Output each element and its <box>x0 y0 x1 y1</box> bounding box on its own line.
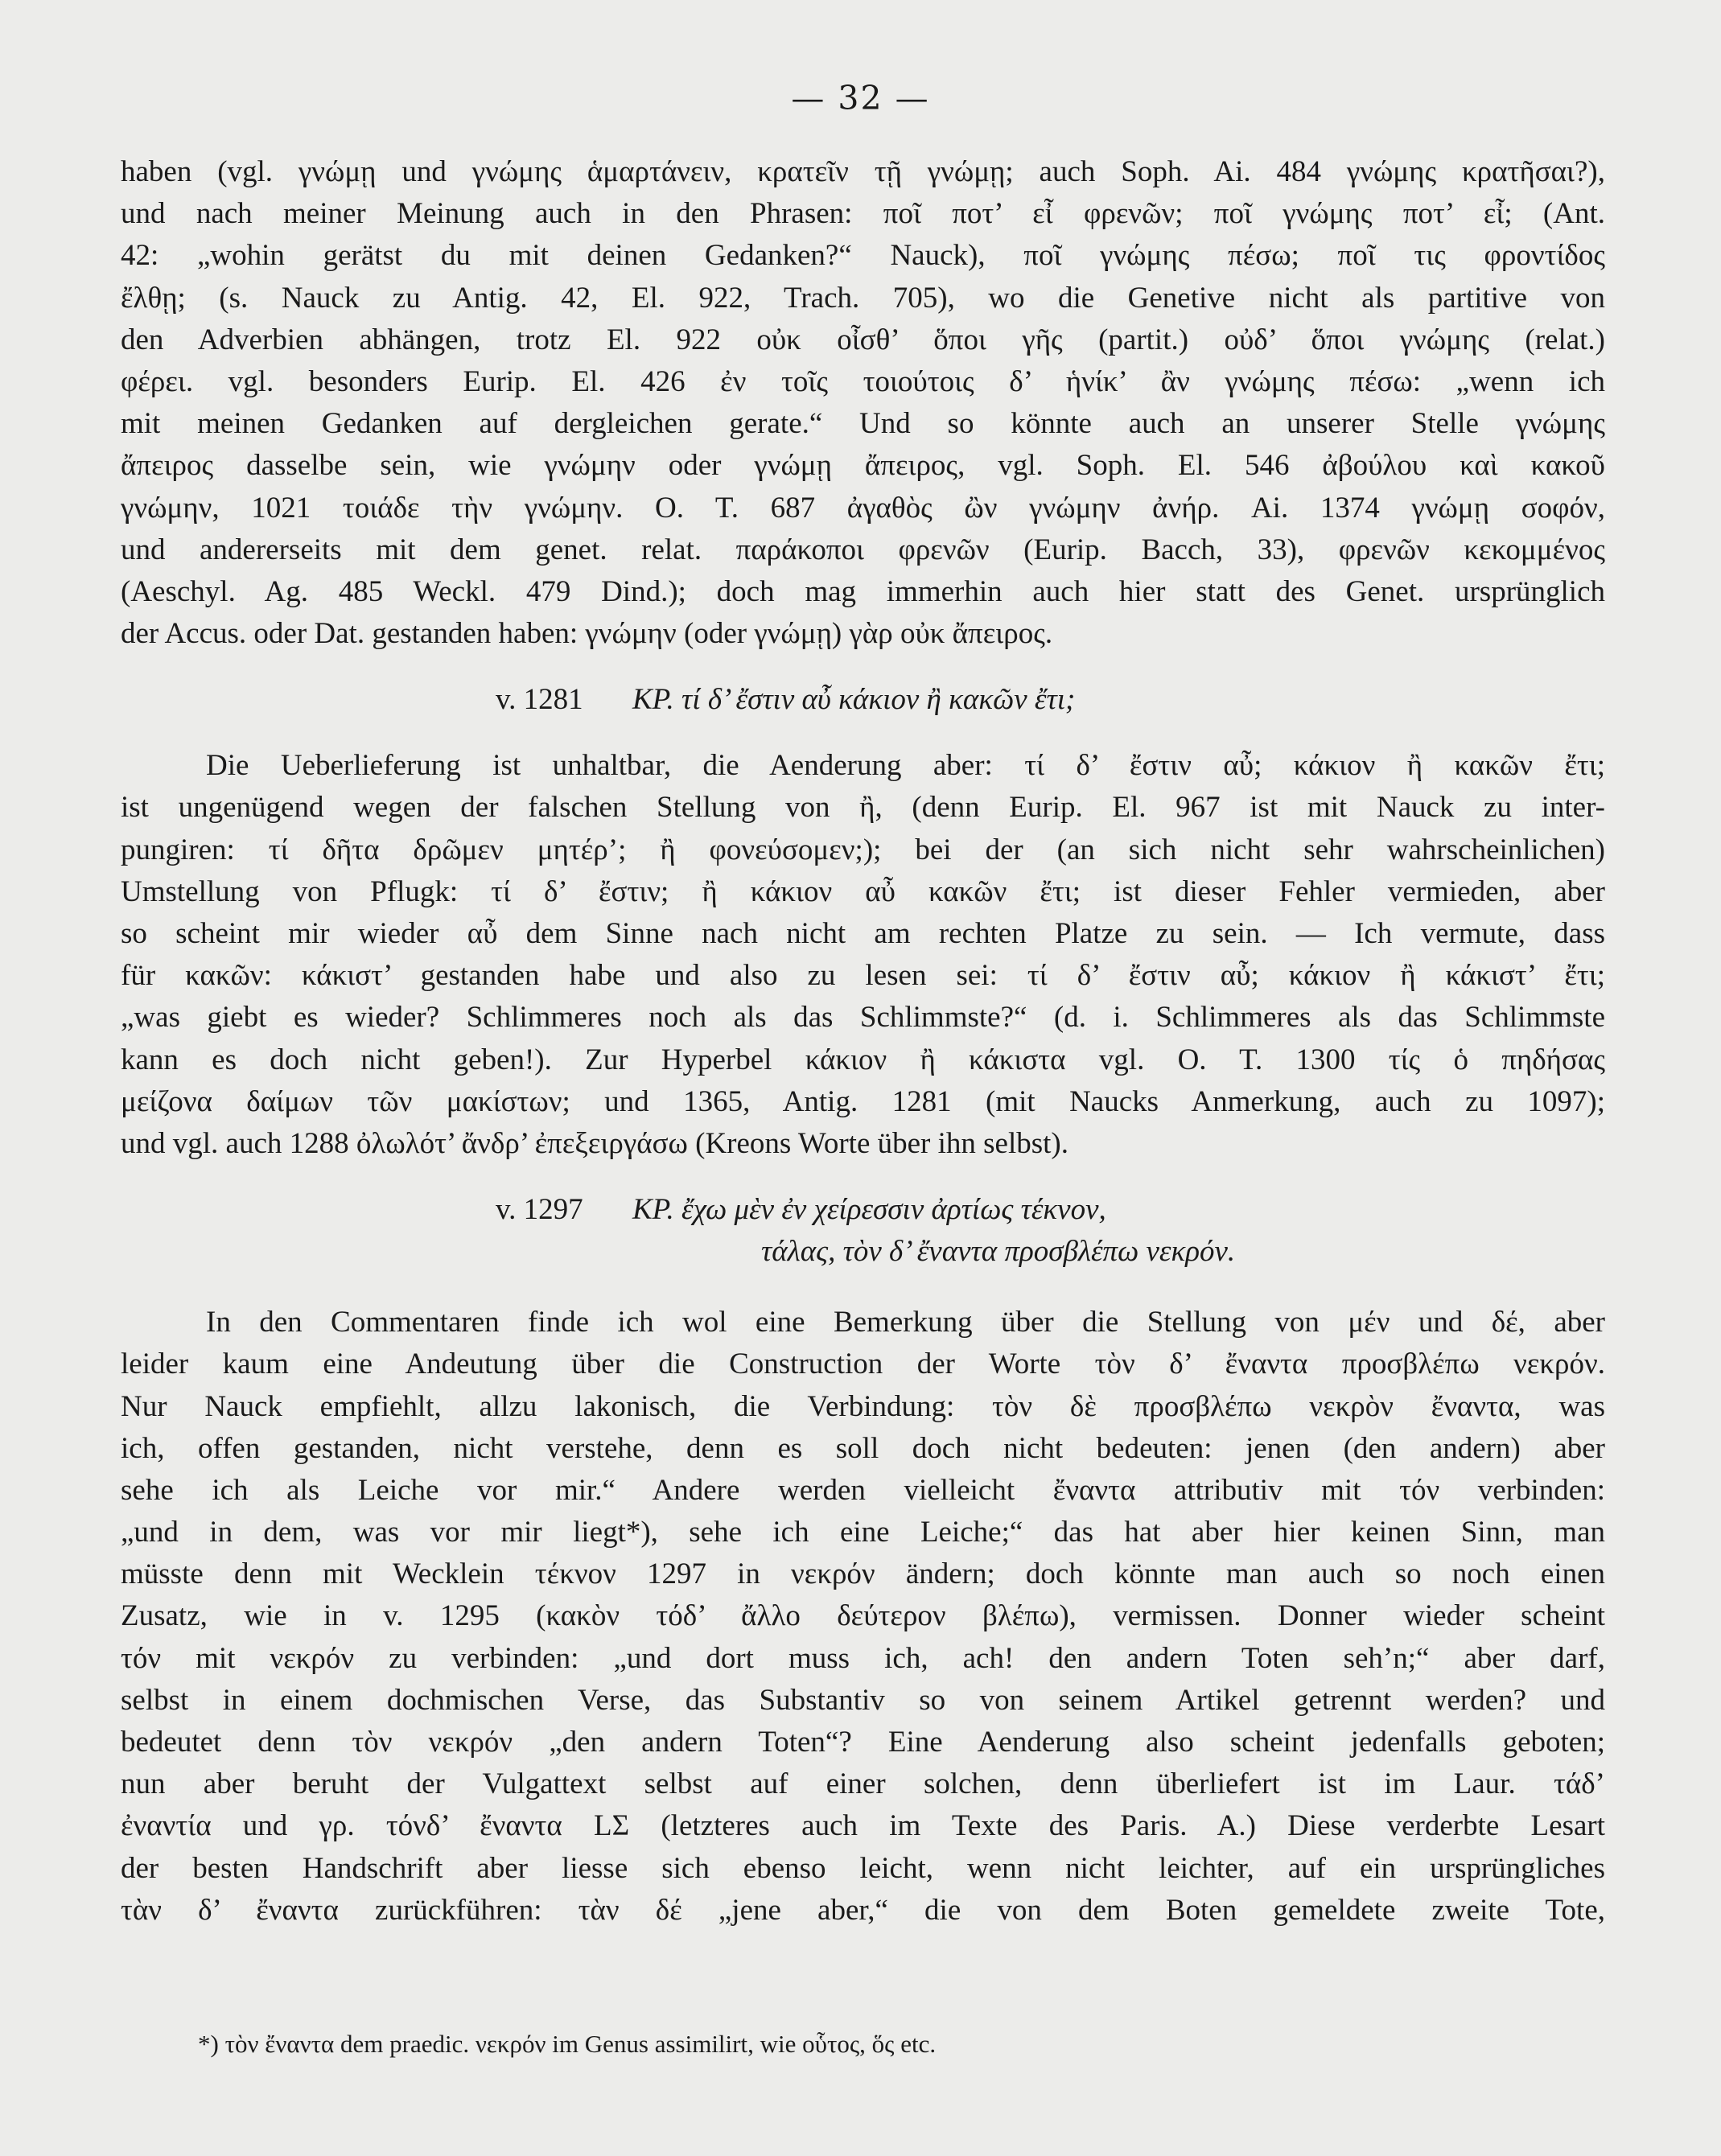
text-line: (Aeschyl. Ag. 485 Weckl. 479 Dind.); doch mag immerhin auch hier statt des Genet. ursprünglich <box>121 574 1605 608</box>
footnote: *) τὸν ἔναντα dem praedic. νεκρόν im Genus assimilirt, wie οὗτος, ὅς etc. <box>198 2030 937 2058</box>
text-line: γνώμην, 1021 τοιάδε τὴν γνώμην. O. T. 687 ἀγαθὸς ὢν γνώμην ἀνήρ. Ai. 1374 γνώμῃ σοφόν, <box>121 491 1605 525</box>
text-line: Die Ueberlieferung ist unhaltbar, die Aenderung aber: τί δ’ ἔστιν αὖ; κάκιον ἢ κακῶν ἔτι; <box>206 749 1605 783</box>
text-line: der besten Handschrift aber liesse sich ebenso leicht, wenn nicht leichter, auf ein ursprüngliches <box>121 1851 1605 1885</box>
text-line: Umstellung von Pflugk: τί δ’ ἔστιν; ἢ κάκιον αὖ κακῶν ἔτι; ist dieser Fehler vermieden, aber <box>121 874 1605 908</box>
text-line: „und in dem, was vor mir liegt*), sehe ich eine Leiche;“ das hat aber hier keinen Sinn, man <box>121 1516 1605 1549</box>
text-line: für κακῶν: κάκιστ’ gestanden habe und also zu lesen sei: τί δ’ ἔστιν αὖ; κάκιον ἢ κάκιστ’ ἔτι; <box>121 959 1605 993</box>
page-number: — 32 — <box>791 79 930 117</box>
paragraph-verse-1297 <box>121 1302 1605 1932</box>
text-line: so scheint mir wieder αὖ dem Sinne nach nicht am rechten Platze zu sein. — Ich vermute, dass <box>121 917 1605 950</box>
text-line: φέρει. vgl. besonders Eurip. El. 426 ἐν τοῖς τοιούτοις δ’ ἡνίκ’ ἂν γνώμης πέσω: „wenn ich <box>121 364 1605 398</box>
text-line: kann es doch nicht geben!). Zur Hyperbel κάκιον ἢ κάκιστα vgl. O. T. 1300 τίς ὁ πηδήσας <box>121 1043 1605 1076</box>
paragraph-verse-1281 <box>121 745 1605 1165</box>
verse-reference: v. 1297 <box>496 1193 583 1227</box>
text-line: Zusatz, wie in v. 1295 (κακὸν τόδ’ ἄλλο δεύτερον βλέπω), vermissen. Donner wieder scheint <box>121 1599 1605 1633</box>
text-line: müsste denn mit Wecklein τέκνον 1297 in νεκρόν ändern; doch könnte man auch so noch einen <box>121 1557 1605 1591</box>
text-line: ἐναντία und γρ. τόνδ’ ἔναντα LΣ (letzteres auch im Texte des Paris. A.) Diese verderbte Lesart <box>121 1809 1605 1843</box>
text-line: sehe ich als Leiche vor mir.“ Andere werden vielleicht ἔναντα attributiv mit τόν verbinden: <box>121 1473 1605 1507</box>
text-line: selbst in einem dochmischen Verse, das Substantiv so von seinem Artikel getrennt werden? und <box>121 1683 1605 1717</box>
text-line: ἔλθῃ; (s. Nauck zu Antig. 42, El. 922, Trach. 705), wo die Genetive nicht als partitive von <box>121 281 1605 315</box>
text-line: pungiren: τί δῆτα δρῶμεν μητέρ’; ἢ φονεύσομεν;); bei der (an sich nicht sehr wahrscheinlichen) <box>121 833 1605 866</box>
text-line: τόν mit νεκρόν zu verbinden: „und dort muss ich, ach! den andern Toten seh’n;“ aber darf, <box>121 1641 1605 1675</box>
text-line: μείζονα δαίμων τῶν μακίστων; und 1365, Antig. 1281 (mit Naucks Anmerkung, auch zu 1097); <box>121 1084 1605 1118</box>
text-line: ἄπειρος dasselbe sein, wie γνώμην oder γνώμῃ ἄπειρος, vgl. Soph. El. 546 ἀβούλου καὶ κακοῦ <box>121 449 1605 483</box>
verse-text: ΚΡ. ἔχω μὲν ἐν χείρεσσιν ἀρτίως τέκνον, <box>632 1193 1106 1227</box>
verse-text: ΚΡ. τί δ’ ἔστιν αὖ κάκιον ἢ κακῶν ἔτι; <box>632 683 1076 717</box>
text-line: der Accus. oder Dat. gestanden haben: γνώμην (oder γνώμῃ) γὰρ οὐκ ἄπειρος. <box>121 617 1053 651</box>
verse-reference: v. 1281 <box>496 683 583 717</box>
paragraph-gnomes <box>121 151 1605 655</box>
text-line: und andererseits mit dem genet. relat. παράκοποι φρενῶν (Eurip. Bacch, 33), φρενῶν κεκομμένος <box>121 533 1605 566</box>
text-line: Nur Nauck empfiehlt, allzu lakonisch, die Verbindung: τὸν δὲ προσβλέπω νεκρὸν ἔναντα, was <box>121 1389 1605 1423</box>
verse-quote-1281 <box>121 679 1605 721</box>
verse-text: τάλας, τὸν δ’ ἔναντα προσβλέπω νεκρόν. <box>761 1235 1236 1269</box>
text-line: ich, offen gestanden, nicht verstehe, denn es soll doch nicht bedeuten: jenen (den andern) aber <box>121 1431 1605 1465</box>
verse-quote-1297 <box>121 1189 1605 1231</box>
verse-quote-1297-line2 <box>121 1231 1605 1273</box>
text-line: mit meinen Gedanken auf dergleichen gerate.“ Und so könnte auch an unserer Stelle γνώμης <box>121 407 1605 441</box>
text-line: und vgl. auch 1288 ὀλωλότ’ ἄνδρ’ ἐπεξειργάσω (Kreons Worte über ihn selbst). <box>121 1126 1069 1160</box>
text-line: 42: „wohin gerätst du mit deinen Gedanken?“ Nauck), ποῖ γνώμης πέσω; ποῖ τις φροντίδος <box>121 239 1605 273</box>
text-line: nun aber beruht der Vulgattext selbst auf einer solchen, denn überliefert ist im Laur. τάδ’ <box>121 1767 1605 1801</box>
text-line: den Adverbien abhängen, trotz El. 922 οὐκ οἶσθ’ ὅποι γῆς (partit.) οὐδ’ ὅποι γνώμης (relat.) <box>121 323 1605 356</box>
text-line: bedeutet denn τὸν νεκρόν „den andern Toten“? Eine Aenderung also scheint jedenfalls geboten; <box>121 1726 1605 1759</box>
text-line: „was giebt es wieder? Schlimmeres noch als das Schlimmste?“ (d. i. Schlimmeres als das Schlimmste <box>121 1001 1605 1035</box>
text-line: haben (vgl. γνώμῃ und γνώμης ἁμαρτάνειν, κρατεῖν τῇ γνώμῃ; auch Soph. Ai. 484 γνώμης κρατῆσαι?), <box>121 155 1605 188</box>
text-line: ist ungenügend wegen der falschen Stellung von ἢ, (denn Eurip. El. 967 ist mit Nauck zu inter- <box>121 791 1605 825</box>
text-line: leider kaum eine Andeutung über die Construction der Worte τὸν δ’ ἔναντα προσβλέπω νεκρόν. <box>121 1348 1605 1381</box>
text-line: In den Commentaren finde ich wol eine Bemerkung über die Stellung von μέν und δέ, aber <box>206 1306 1605 1339</box>
text-line: τὰν δ’ ἔναντα zurückführen: τὰν δέ „jene aber,“ die von dem Boten gemeldete zweite Tote, <box>121 1893 1605 1927</box>
text-line: und nach meiner Meinung auch in den Phrasen: ποῖ ποτ’ εἶ φρενῶν; ποῖ γνώμης ποτ’ εἶ; (Ant. <box>121 197 1605 231</box>
page-body <box>121 151 1605 1932</box>
